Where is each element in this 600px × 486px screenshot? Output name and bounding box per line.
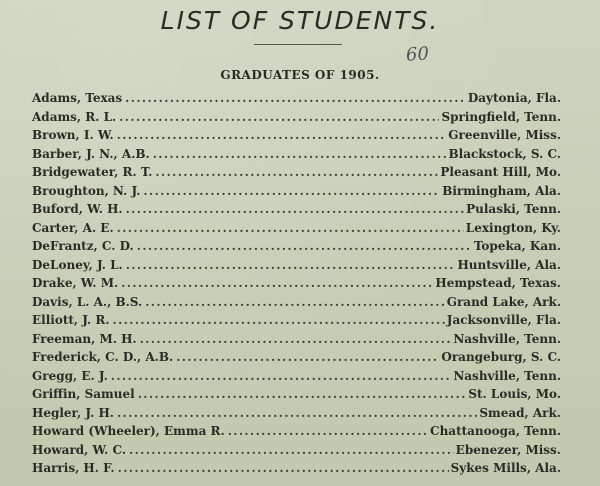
dot-leader: [118, 461, 449, 475]
graduate-name: Harris, H. F.: [32, 461, 115, 475]
graduate-name: DeLoney, J. L.: [32, 257, 123, 272]
graduate-name: Broughton, N. J.: [32, 183, 141, 198]
graduate-row: [32, 184, 561, 203]
dot-leader: [111, 369, 452, 383]
graduate-hometown: Nashville, Tenn.: [453, 331, 561, 346]
graduate-row: [32, 276, 561, 295]
page-title: LIST OF STUDENTS.: [160, 6, 440, 35]
graduate-name: Bridgewater, R. T.: [32, 165, 153, 179]
graduate-row: [32, 295, 561, 314]
dot-leader: [125, 91, 466, 105]
graduate-hometown: Orangeburg, S. C.: [441, 350, 561, 364]
graduate-list: [32, 91, 561, 480]
graduate-row: [32, 165, 561, 184]
handwritten-page-note: 60: [405, 43, 430, 66]
graduate-name: Brown, I. W.: [32, 128, 114, 142]
graduate-hometown: Blackstock, S. C.: [448, 146, 561, 161]
section-heading: GRADUATES OF 1905.: [220, 68, 380, 82]
graduate-name: Freeman, M. H.: [32, 331, 137, 346]
graduate-name: Howard, W. C.: [32, 442, 126, 457]
graduate-hometown: Lexington, Ky.: [465, 220, 561, 235]
dot-leader: [129, 443, 454, 457]
dot-leader: [121, 276, 433, 290]
dot-leader: [228, 424, 428, 438]
graduate-row: [32, 110, 561, 129]
graduate-name: Drake, W. M.: [32, 276, 119, 290]
graduate-hometown: Greenville, Miss.: [448, 128, 561, 142]
dot-leader: [126, 258, 456, 272]
dot-leader: [117, 221, 464, 235]
graduate-name: Davis, L. A., B.S.: [32, 294, 143, 309]
dot-leader: [143, 184, 440, 198]
graduate-hometown: Pleasant Hill, Mo.: [440, 165, 561, 179]
graduate-name: Gregg, E. J.: [32, 368, 108, 383]
graduate-hometown: Jacksonville, Fla.: [446, 313, 561, 327]
graduate-hometown: Birmingham, Ala.: [442, 183, 561, 198]
graduate-row: [32, 128, 561, 147]
graduate-row: [32, 202, 561, 221]
graduate-name: Adams, Texas: [32, 91, 123, 105]
dot-leader: [119, 110, 439, 124]
graduate-name: Hegler, J. H.: [32, 405, 114, 420]
graduate-name: DeFrantz, C. D.: [32, 239, 134, 253]
graduate-hometown: Sykes Mills, Ala.: [450, 461, 561, 475]
graduate-hometown: Hempstead, Texas.: [435, 276, 561, 290]
dot-leader: [155, 165, 438, 179]
graduate-row: [32, 239, 561, 258]
graduate-hometown: Pulaski, Tenn.: [466, 202, 561, 216]
dot-leader: [176, 350, 439, 364]
dot-leader: [117, 128, 447, 142]
dot-leader: [153, 147, 447, 161]
graduate-hometown: St. Louis, Mo.: [468, 387, 561, 401]
dot-leader: [126, 202, 465, 216]
graduate-row: [32, 313, 561, 332]
graduate-name: Carter, A. E.: [32, 220, 114, 235]
graduate-hometown: Nashville, Tenn.: [453, 368, 561, 383]
graduate-name: Buford, W. H.: [32, 202, 123, 216]
graduate-row: [32, 332, 561, 351]
graduate-row: [32, 91, 561, 110]
graduate-name: Elliott, J. R.: [32, 313, 110, 327]
graduate-hometown: Grand Lake, Ark.: [446, 294, 561, 309]
dot-leader: [113, 313, 445, 327]
graduate-name: Griffin, Samuel: [32, 387, 135, 401]
graduate-name: Adams, R. L.: [32, 109, 117, 124]
graduate-row: [32, 387, 561, 406]
graduate-row: [32, 369, 561, 388]
dot-leader: [145, 295, 445, 309]
dot-leader: [137, 239, 472, 253]
title-underline: [254, 44, 342, 45]
dot-leader: [140, 332, 452, 346]
graduate-row: [32, 350, 561, 369]
dot-leader: [117, 406, 477, 420]
graduate-row: [32, 443, 561, 462]
graduate-row: [32, 424, 561, 443]
graduate-hometown: Daytonia, Fla.: [467, 91, 561, 105]
graduate-row: [32, 461, 561, 480]
graduate-row: [32, 147, 561, 166]
graduate-name: Barber, J. N., A.B.: [32, 146, 150, 161]
graduate-row: [32, 221, 561, 240]
graduate-hometown: Huntsville, Ala.: [457, 257, 561, 272]
graduate-hometown: Chattanooga, Tenn.: [430, 424, 561, 438]
graduate-name: Howard (Wheeler), Emma R.: [32, 424, 225, 438]
graduate-hometown: Topeka, Kan.: [473, 239, 561, 253]
graduate-row: [32, 406, 561, 425]
dot-leader: [138, 387, 467, 401]
graduate-hometown: Springfield, Tenn.: [441, 109, 561, 124]
graduate-name: Frederick, C. D., A.B.: [32, 350, 174, 364]
graduate-hometown: Smead, Ark.: [479, 405, 561, 420]
graduate-row: [32, 258, 561, 277]
graduate-hometown: Ebenezer, Miss.: [455, 442, 561, 457]
